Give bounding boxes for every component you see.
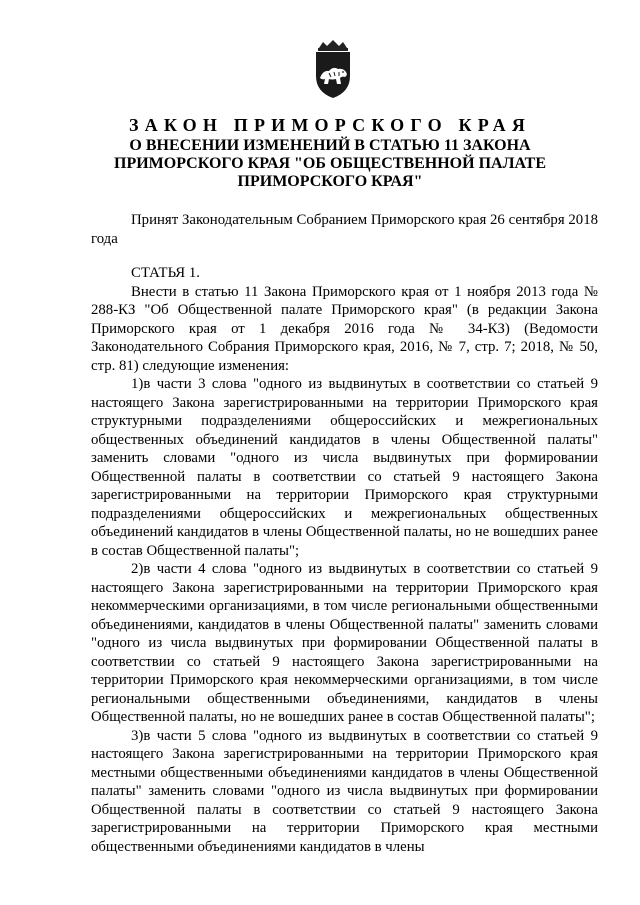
law-subtitle-line: О ВНЕСЕНИИ ИЗМЕНЕНИЙ В СТАТЬЮ 11 ЗАКОНА bbox=[129, 137, 531, 154]
article-heading: СТАТЬЯ 1. bbox=[131, 265, 200, 281]
law-subtitle bbox=[80, 137, 580, 191]
amendment-item-1: 1)в части 3 слова "одного из выдвинутых в соответствии со статьей 9 настоящего Закона зарегистрированными на территории Приморского края структурными подразделениями общероссийских и межрегиональных общественных объединений кандидатов в члены Общественной палаты" заменить словами "одного из числа выдвинутых при формировании Общественной палаты в соответствии со статьей 9 настоящего Закона зарегистрированными на территории Приморского края структурными подразделениями общероссийских и межрегиональных общественных объединений кандидатов в члены Общественной палаты, но не вошедших ранее в состав Общественной палаты"; bbox=[91, 376, 598, 559]
amendment-item-3: 3)в части 5 слова "одного из выдвинутых в соответствии со статьей 9 настоящего Закона зарегистрированными на территории Приморского края местными общественными объединениями кандидатов в члены Общественной палаты" заменить словами "одного из числа выдвинутых при формировании Общественной палаты в соответствии со статьей 9 настоящего Закона зарегистрированными на территории Приморского края местными общественными объединениями кандидатов в члены bbox=[91, 727, 598, 855]
amendment-item-2: 2)в части 4 слова "одного из выдвинутых в соответствии со статьей 9 настоящего Закона зарегистрированными на территории Приморского края некоммерческими организациями, в том числе региональными общественными объединениями, кандидатов в члены Общественной палаты" заменить словами "одного из числа выдвинутых при формировании Общественной палаты в соответствии со статьей 9 настоящего Закона зарегистрированными на территории Приморского края некоммерческими организациями, в том числе региональными общественными объединениями, кандидатов в члены Общественной палаты, но не вошедших ранее в состав Общественной палаты"; bbox=[91, 561, 598, 725]
law-subtitle-line: ПРИМОРСКОГО КРАЯ "ОБ ОБЩЕСТВЕННОЙ ПАЛАТЕ bbox=[114, 155, 546, 172]
coat-of-arms-icon bbox=[305, 40, 361, 100]
law-subtitle-line: ПРИМОРСКОГО КРАЯ" bbox=[237, 173, 423, 190]
article-paragraph: Внести в статью 11 Закона Приморского края от 1 ноября 2013 года № 288-КЗ "Об Общественной палате Приморского края" (в редакции Закона Приморского края от 1 декабря 2016 года № 34-КЗ) (Ведомости Законодательного Собрания Приморского края, 2016, № 7, стр. 7; 2018, № 50, стр. 81) следующие изменения: bbox=[91, 283, 598, 374]
law-title: ЗАКОН ПРИМОРСКОГО КРАЯ bbox=[128, 115, 532, 135]
article-body bbox=[91, 264, 598, 856]
adoption-note-block bbox=[91, 211, 598, 248]
adoption-note: Принят Законодательным Собранием Приморского края 26 сентября 2018 года bbox=[91, 212, 598, 247]
